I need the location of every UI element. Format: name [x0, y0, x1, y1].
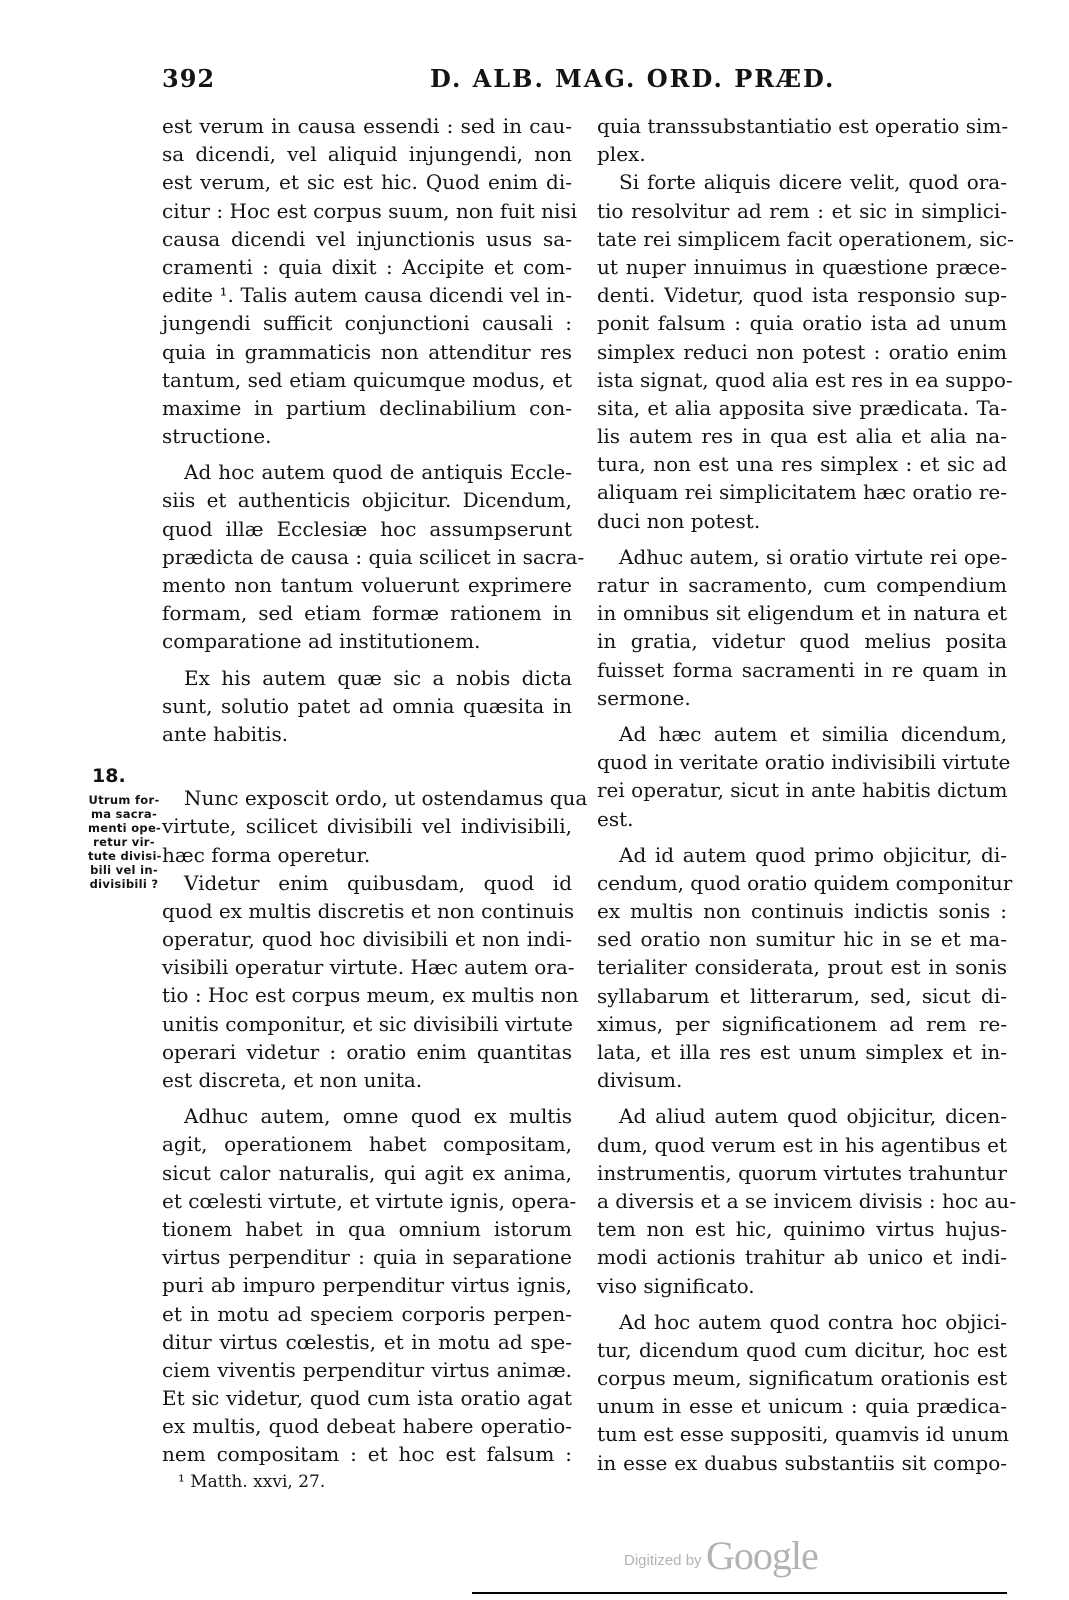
text-line: modi actionis trahitur ab unico et indi- [597, 1245, 1007, 1270]
text-line: quia transsubstantiatio est operatio sim- [597, 114, 1009, 138]
text-line: operari videtur : oratio enim quantitas [162, 1039, 572, 1064]
text-line: est discreta, et non unita. [162, 1068, 423, 1092]
text-line: citur : Hoc est corpus suum, non fuit nisi [162, 198, 578, 223]
text-line: sicut calor naturalis, qui agit ex anima, [162, 1160, 572, 1185]
text-line: jungendi sufficit conjunctioni causali : [162, 311, 572, 336]
text-line: Nunc exposcit ordo, ut ostendamus qua [184, 786, 588, 811]
page-bottom-rule [472, 1592, 1007, 1594]
text-line: visibili operatur virtute. Hæc autem ora- [162, 955, 575, 980]
text-line: siis et authenticis objicitur. Dicendum, [162, 488, 572, 513]
margin-note-line: tute divisi- [88, 849, 162, 863]
text-line: sermone. [597, 685, 691, 710]
text-line: agit, operationem habet compositam, [162, 1132, 572, 1157]
text-line: cendum, quod oratio quidem componitur [597, 870, 1013, 895]
text-line: Ad hoc autem quod contra hoc objici- [619, 1309, 1007, 1334]
watermark-prefix: Digitized by [624, 1552, 702, 1569]
text-line: ut nuper innuimus in quæstione præce- [597, 254, 1007, 279]
text-line: unum in esse et unicum : quia prædica- [597, 1394, 1007, 1419]
text-line: corpus meum, significatum orationis est [597, 1366, 1007, 1391]
text-line: ciem viventis perpenditur virtus animæ. [162, 1357, 572, 1382]
margin-note-line: ma sacra- [90, 807, 158, 821]
text-line: sa dicendi, vel aliquid injungendi, non [162, 142, 572, 167]
text-line: Adhuc autem, omne quod ex multis [184, 1104, 572, 1129]
text-line: puri ab impuro perpenditur virtus ignis, [162, 1273, 572, 1298]
text-line: duci non potest. [597, 508, 761, 533]
text-line: rei operatur, sicut in ante habitis dictum [597, 778, 1008, 803]
text-line: ante habitis. [162, 721, 289, 746]
margin-note-line: retur vir- [93, 835, 155, 849]
margin-note-line: Utrum for- [88, 793, 160, 807]
text-line: est. [597, 806, 634, 831]
text-line: fuisset forma sacramenti in re quam in [597, 657, 1007, 682]
google-logo: Google [706, 1533, 818, 1578]
text-line: structione. [162, 424, 272, 449]
text-line: denti. Videtur, quod ista responsio sup- [597, 283, 1007, 308]
page-number: 392 [162, 64, 216, 93]
text-line: virtus perpenditur : quia in separatione [162, 1245, 572, 1270]
text-line: quod illæ Ecclesiæ hoc assumpserunt [162, 516, 572, 541]
text-line: a diversis et a se invicem divisis : hoc au- [597, 1188, 1017, 1213]
text-line: plex. [597, 142, 646, 167]
text-line: et in motu ad speciem corporis perpen- [162, 1301, 572, 1326]
text-line: Ex his autem quæ sic a nobis dicta [184, 665, 572, 690]
text-line: hæc forma operetur. [162, 842, 371, 867]
text-line: ista signat, quod alia est res in ea suppo- [597, 367, 1013, 392]
text-line: cramenti : quia dixit : Accipite et com- [162, 254, 572, 279]
text-line: operatur, quod hoc divisibili et non indi- [162, 927, 572, 952]
text-line: mento non tantum voluerunt exprimere [162, 573, 572, 597]
text-line: maxime in partium declinabilium con- [162, 395, 572, 420]
text-line: lis autem res in qua est alia et alia na- [597, 424, 1007, 449]
text-line: comparatione ad institutionem. [162, 629, 481, 654]
text-line: ex multis non continuis indictis sonis : [597, 899, 1007, 924]
running-title: D. ALB. MAG. ORD. PRÆD. [430, 64, 836, 93]
text-line: tio resolvitur ad rem : et sic in simplici- [597, 198, 1007, 223]
text-line: ditur virtus cœlestis, et in motu ad spe- [162, 1329, 572, 1354]
text-line: est verum in causa essendi : sed in cau- [162, 114, 572, 138]
text-line: lata, et illa res est unum simplex et in- [597, 1040, 1007, 1064]
running-header [0, 64, 1069, 104]
text-line: Ad hæc autem et similia dicendum, [619, 721, 1007, 746]
text-line: aliquam rei simplicitatem hæc oratio re- [597, 480, 1007, 505]
margin-note [88, 765, 160, 891]
text-line: syllabarum et litterarum, sed, sicut di- [597, 983, 1007, 1008]
text-line: ximus, per significationem ad rem re- [597, 1011, 1007, 1036]
text-line: instrumentis, quorum virtutes trahuntur [597, 1160, 1007, 1185]
text-line: causa dicendi vel injunctionis usus sa- [162, 226, 572, 251]
text-line: ratur in sacramento, cum compendium [597, 573, 1007, 597]
text-line: in gratia, videtur quod melius posita [597, 629, 1007, 654]
text-line: ponit falsum : quia oratio ista ad unum [597, 311, 1007, 336]
right-column [597, 112, 1017, 1477]
margin-note-line: menti ope- [88, 821, 162, 835]
text-line: dum, quod verum est in his agentibus et [597, 1132, 1007, 1157]
footnote: ¹ Matth. xxvi, 27. [178, 1472, 326, 1492]
text-line: in esse ex duabus substantiis sit compo- [597, 1450, 1007, 1475]
text-line: sita, et alia apposita sive prædicata. Ta- [597, 395, 1007, 420]
digitized-by-google-watermark [624, 1532, 818, 1582]
text-line: tate rei simplicem facit operationem, sic- [597, 226, 1014, 251]
text-line: tum est esse suppositi, quamvis id unum [597, 1422, 1009, 1447]
text-line: sunt, solutio patet ad omnia quæsita in [162, 693, 572, 718]
text-line: virtute, scilicet divisibili vel indivisibili, [162, 814, 572, 839]
text-line: sed oratio non sumitur hic in se et ma- [597, 927, 1007, 952]
text-line: edite ¹. Talis autem causa dicendi vel in- [162, 283, 572, 308]
text-line: tantum, sed etiam quicumque modus, et [162, 367, 572, 392]
text-line: quod in veritate oratio indivisibili virtute [597, 750, 1011, 775]
text-line: nem compositam : et hoc est falsum : [162, 1442, 572, 1467]
left-column [162, 112, 588, 1469]
section-number: 18. [92, 765, 126, 787]
text-line: divisum. [597, 1068, 683, 1093]
text-line: Ad hoc autem quod de antiquis Eccle- [184, 460, 572, 485]
text-line: terialiter considerata, prout est in sonis [597, 955, 1007, 980]
text-line: Si forte aliquis dicere velit, quod ora- [619, 170, 1007, 195]
text-line: ex multis, quod debeat habere operatio- [162, 1414, 572, 1439]
text-line: tionem habet in qua omnium istorum [162, 1216, 572, 1241]
text-line: Ad aliud autem quod objicitur, dicen- [619, 1104, 1007, 1129]
text-line: Videtur enim quibusdam, quod id [184, 870, 572, 895]
text-line: Ad id autem quod primo objicitur, di- [619, 842, 1007, 867]
text-line: Et sic videtur, quod cum ista oratio agat [162, 1386, 572, 1411]
text-line: est verum, et sic est hic. Quod enim di- [162, 170, 572, 195]
margin-note-line: divisibili ? [89, 877, 159, 891]
text-line: viso significato. [597, 1273, 755, 1298]
text-line: tura, non est una res simplex : et sic ad [597, 452, 1007, 477]
text-line: quia in grammaticis non attenditur res [162, 339, 572, 364]
text-line: tem non est hic, quinimo virtus hujus- [597, 1217, 1007, 1242]
text-line: simplex reduci non potest : oratio enim [597, 339, 1007, 364]
text-line: et cœlesti virtute, et virtute ignis, opera- [162, 1188, 577, 1213]
text-line: Adhuc autem, si oratio virtute rei ope- [619, 544, 1008, 569]
margin-note-line: bili vel in- [90, 863, 158, 877]
text-line: unitis componitur, et sic divisibili virtute [162, 1011, 573, 1036]
text-line: tio : Hoc est corpus meum, ex multis non [162, 983, 579, 1008]
text-line: quod ex multis discretis et non continuis [162, 898, 575, 923]
text-line: formam, sed etiam formæ rationem in [162, 601, 572, 626]
text-line: in omnibus sit eligendum et in natura et [597, 601, 1007, 626]
text-line: prædicta de causa : quia scilicet in sacra- [162, 544, 585, 569]
text-line: tur, dicendum quod cum dicitur, hoc est [597, 1337, 1007, 1362]
